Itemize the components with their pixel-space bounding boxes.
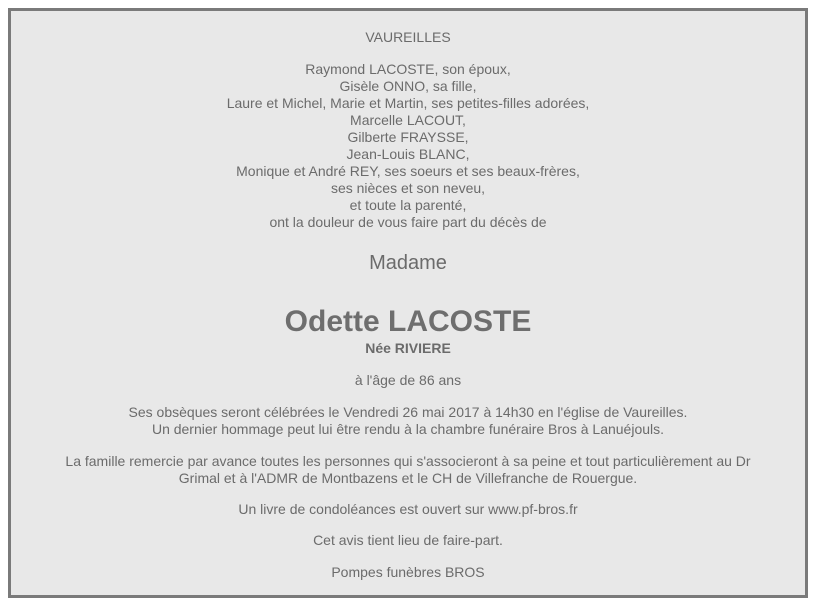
funeral-home-signature: Pompes funèbres BROS [331, 564, 485, 580]
honorific-title: Madame [369, 252, 447, 274]
notice-disclaimer: Cet avis tient lieu de faire-part. [313, 532, 503, 548]
family-line: Marcelle LACOUT, [350, 112, 466, 128]
deceased-name: Odette LACOSTE [284, 305, 532, 338]
family-line: Gisèle ONNO, sa fille, [339, 78, 477, 94]
thanks-paragraph [41, 453, 775, 487]
family-line: et toute la parenté, [349, 197, 467, 213]
family-line: Monique et André REY, ses soeurs et ses beaux-frères, [236, 163, 580, 179]
condolence-book-line: Un livre de condoléances est ouvert sur www.pf-bros.fr [238, 501, 578, 517]
family-line: Jean-Louis BLANC, [346, 146, 470, 162]
family-line: Gilberte FRAYSSE, [347, 129, 469, 145]
maiden-name: Née RIVIERE [365, 340, 451, 356]
death-notice [8, 8, 808, 598]
family-line: ont la douleur de vous faire part du décès de [269, 214, 547, 230]
family-line: ses nièces et son neveu, [330, 180, 486, 196]
thanks-line: La famille remercie par avance toutes les personnes qui s'associeront à sa peine et tout particulièrement au Dr [65, 453, 751, 469]
age-line: à l'âge de 86 ans [354, 372, 462, 388]
thanks-line: Grimal et à l'ADMR de Montbazens et le CH de Villefranche de Rouergue. [178, 470, 638, 486]
funeral-details [11, 404, 805, 438]
funeral-line: Ses obsèques seront célébrées le Vendredi 26 mai 2017 à 14h30 en l'église de Vaureilles. [128, 404, 688, 420]
locality-heading: VAUREILLES [365, 29, 451, 45]
family-line: Laure et Michel, Marie et Martin, ses petites-filles adorées, [226, 95, 590, 111]
funeral-line: Un dernier hommage peut lui être rendu à la chambre funéraire Bros à Lanuéjouls. [151, 421, 665, 437]
family-line: Raymond LACOSTE, son époux, [305, 61, 511, 77]
family-list [11, 61, 805, 231]
